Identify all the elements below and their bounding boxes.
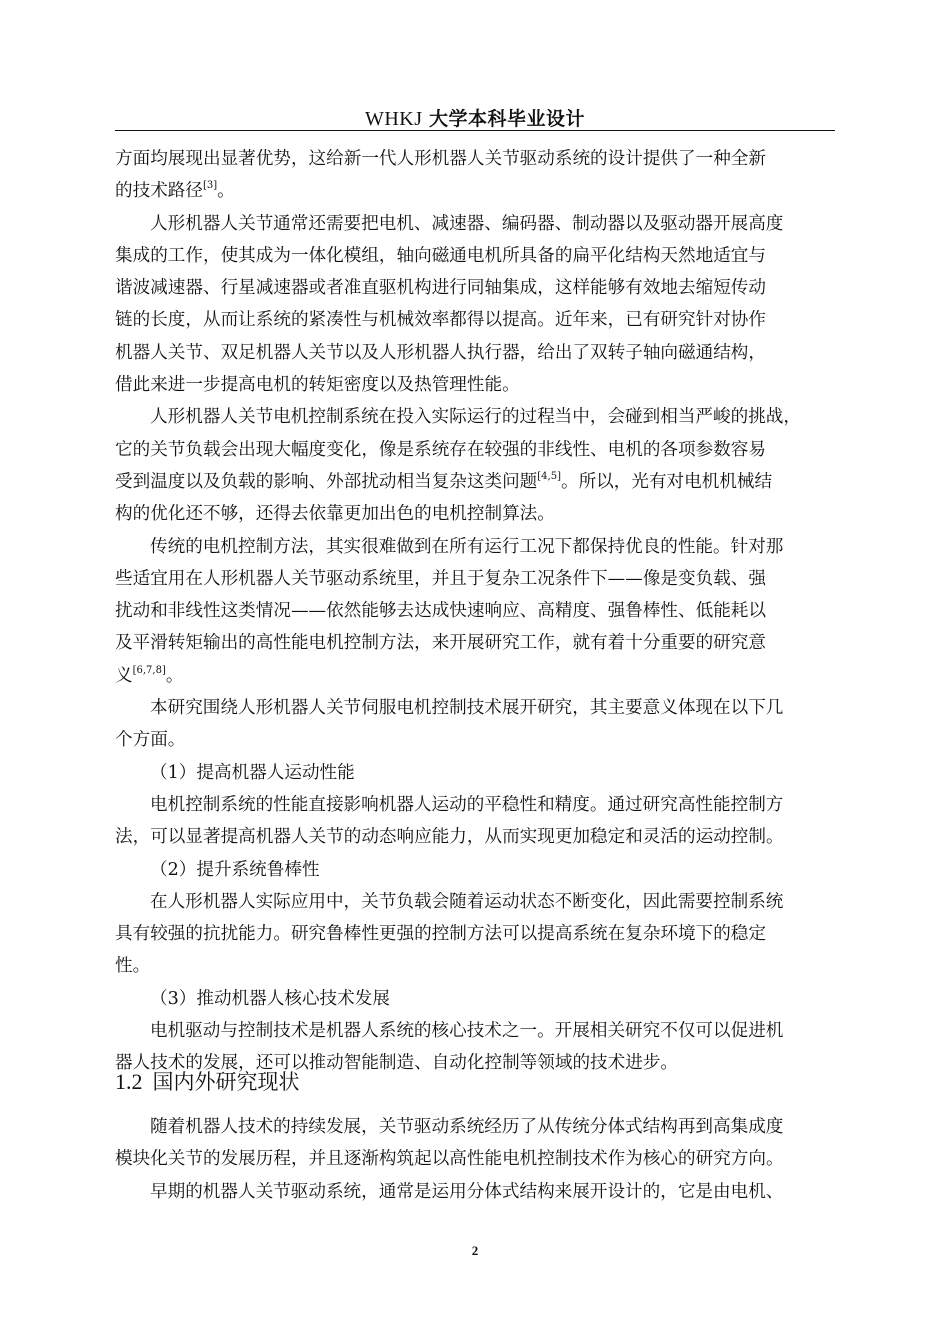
text-line (115, 1111, 835, 1143)
citation-marker: [6,7,8] (132, 664, 166, 676)
line-text: 本研究围绕人形机器人关节伺服电机控制技术展开研究，其主要意义体现在以下几 (150, 698, 784, 719)
page-header (115, 104, 835, 131)
text-line (115, 434, 835, 466)
text-line (115, 789, 835, 821)
header-title: 大学本科毕业设计 (429, 108, 586, 130)
text-line (115, 821, 835, 853)
line-text-continued: 。所以，光有对电机机械结 (560, 471, 773, 492)
text-line (115, 1176, 835, 1208)
text-line (115, 918, 835, 950)
text-line (115, 886, 835, 918)
text-line (115, 401, 835, 433)
line-text: 电机驱动与控制技术是机器人系统的核心技术之一。开展相关研究不仅可以促进机 (150, 1021, 784, 1042)
header-latin: WHKJ (364, 108, 423, 130)
line-text: 传统的电机控制方法，其实很难做到在所有运行工况下都保持优良的性能。针对那 (150, 536, 784, 557)
line-text: （1）提高机器人运动性能 (150, 762, 355, 783)
text-line (115, 660, 835, 692)
line-text: 受到温度以及负载的影响、外部扰动相当复杂这类问题 (115, 471, 538, 492)
text-line (115, 369, 835, 401)
line-text-continued: 。 (217, 181, 235, 202)
text-line (115, 563, 835, 595)
line-text: 人形机器人关节电机控制系统在投入实际运行的过程当中，会碰到相当严峻的挑战， (150, 407, 801, 428)
text-line (115, 240, 835, 272)
line-text: 借此来进一步提高电机的转矩密度以及热管理性能。 (115, 375, 520, 396)
page-number: 2 (471, 1243, 479, 1258)
line-text: 义 (115, 665, 133, 686)
text-line (115, 337, 835, 369)
text-line (115, 692, 835, 724)
line-text: 随着机器人技术的持续发展，关节驱动系统经历了从传统分体式结构再到高集成度 (150, 1117, 784, 1137)
line-text: 在人形机器人实际应用中，关节负载会随着运动状态不断变化，因此需要控制系统 (150, 891, 784, 912)
text-line (115, 208, 835, 240)
line-text: 扰动和非线性这类情况——依然能够去达成快速响应、高精度、强鲁棒性、低能耗以 (115, 601, 766, 622)
text-line (115, 595, 835, 627)
text-line (115, 143, 835, 175)
text-line (115, 950, 835, 982)
text-line (115, 1143, 835, 1175)
text-line (115, 272, 835, 304)
line-text: 它的关节负载会出现大幅度变化，像是系统存在较强的非线性、电机的各项参数容易 (115, 439, 766, 460)
line-text: 方面均展现出显著优势，这给新一代人形机器人关节驱动系统的设计提供了一种全新 (115, 149, 766, 169)
line-text: 早期的机器人关节驱动系统，通常是运用分体式结构来展开设计的，它是由电机、 (150, 1181, 784, 1202)
text-line (115, 724, 835, 756)
text-line (115, 498, 835, 530)
line-text: 人形机器人关节通常还需要把电机、减速器、编码器、制动器以及驱动器开展高度 (150, 213, 784, 234)
text-line (115, 175, 835, 207)
body-text (115, 143, 835, 1080)
line-text: 集成的工作，使其成为一体化模组，轴向磁通电机所具备的扁平化结构天然地适宜与 (115, 245, 766, 266)
citation-marker: [3] (202, 180, 218, 192)
header-rule (115, 130, 835, 131)
section-title: 国内外研究现状 (152, 1070, 300, 1094)
line-text: 及平滑转矩输出的高性能电机控制方法，来开展研究工作，就有着十分重要的研究意 (115, 633, 766, 654)
text-line (115, 757, 835, 789)
section-heading (115, 1066, 300, 1096)
line-text: 性。 (115, 956, 151, 977)
section-number: 1.2 (115, 1069, 143, 1094)
line-text: 器人技术的发展，还可以推动智能制造、自动化控制等领域的技术进步。 (115, 1053, 679, 1074)
line-text: 电机控制系统的性能直接影响机器人运动的平稳性和精度。通过研究高性能控制方 (150, 794, 784, 815)
text-line (115, 531, 835, 563)
citation-marker: [4,5] (537, 470, 561, 482)
text-line (115, 304, 835, 336)
text-line (115, 627, 835, 659)
line-text: 谐波减速器、行星减速器或者准直驱机构进行同轴集成，这样能够有效地去缩短传动 (115, 278, 766, 299)
text-line (115, 1015, 835, 1047)
text-line (115, 466, 835, 498)
line-text-continued: 。 (165, 665, 184, 686)
line-text: 模块化关节的发展历程，并且逐渐构筑起以高性能电机控制技术作为核心的研究方向。 (115, 1149, 784, 1170)
line-text: 些适宜用在人形机器人关节驱动系统里，并且于复杂工况条件下——像是变负载、强 (115, 568, 766, 589)
section-body-text (115, 1111, 835, 1208)
line-text: 具有较强的抗扰能力。研究鲁棒性更强的控制方法可以提高系统在复杂环境下的稳定 (115, 924, 766, 945)
line-text: （2）提升系统鲁棒性 (150, 859, 320, 880)
line-text: 的技术路径 (115, 181, 203, 202)
line-text: （3）推动机器人核心技术发展 (150, 988, 390, 1009)
line-text: 法，可以显著提高机器人关节的动态响应能力，从而实现更加稳定和灵活的运动控制。 (115, 827, 784, 848)
text-line (115, 854, 835, 886)
line-text: 个方面。 (115, 730, 186, 751)
line-text: 构的优化还不够，还得去依靠更加出色的电机控制算法。 (115, 504, 555, 525)
text-line (115, 983, 835, 1015)
line-text: 链的长度，从而让系统的紧凑性与机械效率都得以提高。近年来，已有研究针对协作 (115, 310, 766, 331)
line-text: 机器人关节、双足机器人关节以及人形机器人执行器，给出了双转子轴向磁通结构， (115, 342, 766, 363)
